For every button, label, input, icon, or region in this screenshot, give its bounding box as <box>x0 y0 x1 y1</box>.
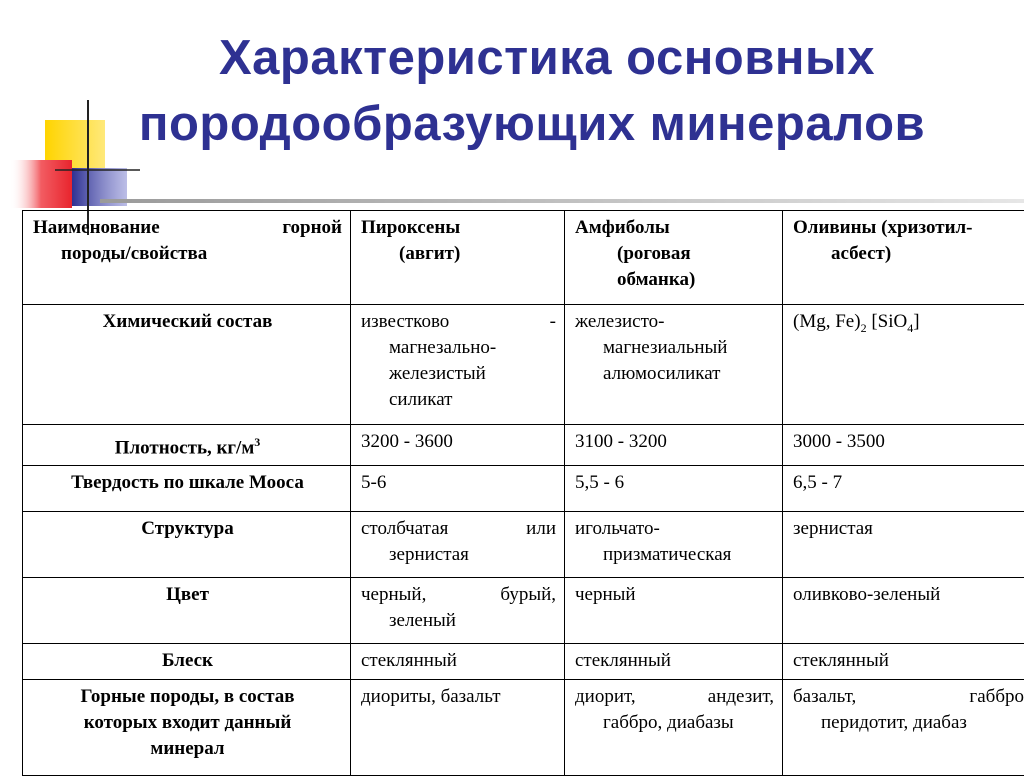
cell-pyroxenes: известково - магнезально- железистый силикат <box>351 305 565 425</box>
cell-olivines: 3000 - 3500 <box>783 425 1024 466</box>
table-row-luster <box>23 644 1024 680</box>
cell-amphiboles: стеклянный <box>565 644 783 680</box>
cell-olivines: зернистая <box>783 512 1024 578</box>
cell-olivines: стеклянный <box>783 644 1024 680</box>
header-cell-olivines: Оливины (хризотил- асбест) <box>783 211 1024 305</box>
cell-olivines: базальт, габбро перидотит, диабаз <box>783 680 1024 776</box>
decorative-squares <box>0 0 160 240</box>
row-label: Плотность, $кг/м^3$ <box>23 425 351 466</box>
table-row-structure <box>23 512 1024 578</box>
cell-pyroxenes: диориты, базальт <box>351 680 565 776</box>
row-label: Твердость по шкале Мооса <box>23 466 351 512</box>
header-cell-property: Наименование горной породы/свойства <box>23 211 351 305</box>
cell-pyroxenes: черный, бурый, зеленый <box>351 578 565 644</box>
table-header-row <box>23 211 1024 305</box>
cell-amphiboles: черный <box>565 578 783 644</box>
cell-pyroxenes: стеклянный <box>351 644 565 680</box>
row-label: Структура <box>23 512 351 578</box>
header-cell-pyroxenes: Пироксены (авгит) <box>351 211 565 305</box>
title-underline <box>100 199 1024 203</box>
cell-pyroxenes: 3200 - 3600 <box>351 425 565 466</box>
cell-olivines: 6,5 - 7 <box>783 466 1024 512</box>
cell-amphiboles: игольчато- призматическая <box>565 512 783 578</box>
table-row-chemical <box>23 305 1024 425</box>
minerals-table <box>22 210 1024 776</box>
cell-amphiboles: железисто- магнезиальный алюмосиликат <box>565 305 783 425</box>
cell-olivines: оливково-зеленый <box>783 578 1024 644</box>
cell-amphiboles: диорит, андезит, габбро, диабазы <box>565 680 783 776</box>
cell-pyroxenes: 5-6 <box>351 466 565 512</box>
title-line-1: Характеристика основных <box>70 25 1024 91</box>
header-cell-amphiboles: Амфиболы (роговая обманка) <box>565 211 783 305</box>
cell-amphiboles: 5,5 - 6 <box>565 466 783 512</box>
slide-title <box>70 25 1024 157</box>
table-row-color <box>23 578 1024 644</box>
table-row-density <box>23 425 1024 466</box>
title-line-2: породообразующих минералов <box>40 91 1024 157</box>
cell-pyroxenes: столбчатая или зернистая <box>351 512 565 578</box>
row-label: Цвет <box>23 578 351 644</box>
table-row-hardness <box>23 466 1024 512</box>
cell-olivines: (Mg, $Fe)_2$ [SiO$_4$] <box>783 305 1024 425</box>
cell-amphiboles: 3100 - 3200 <box>565 425 783 466</box>
deco-red-square <box>10 160 72 208</box>
row-label: Химический состав <box>23 305 351 425</box>
row-label: Горные породы, в состав которых входит данный минерал <box>23 680 351 776</box>
row-label: Блеск <box>23 644 351 680</box>
table-row-rocks <box>23 680 1024 776</box>
